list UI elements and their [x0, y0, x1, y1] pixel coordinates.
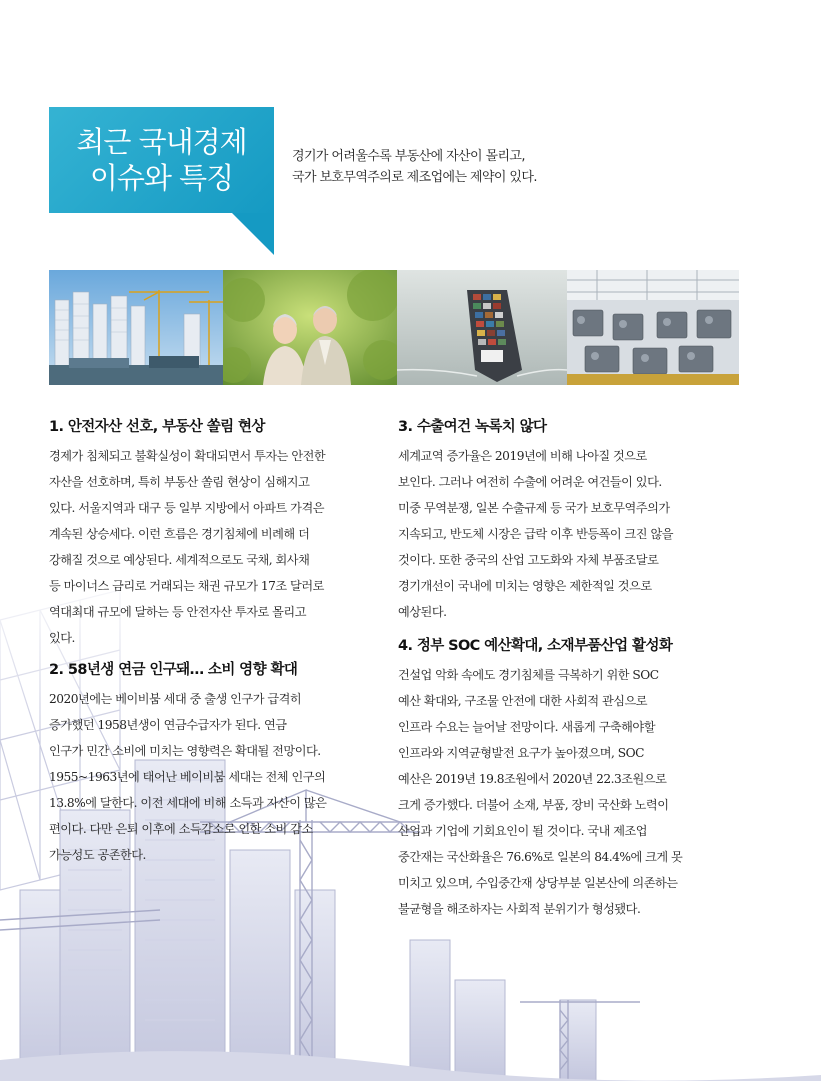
photo-strip	[49, 270, 739, 385]
article-text-line: 예상된다.	[398, 605, 447, 619]
article-text-line: 있다.	[49, 631, 75, 645]
article-text-line: 중간재는 국산화율은 76.6%로 일본의 84.4%에 크게 못	[398, 850, 683, 864]
article-text-line: 인프라와 지역균형발전 요구가 높아졌으며, SOC	[398, 746, 644, 760]
container-ship-photo	[397, 270, 567, 385]
article-text-line: 자산을 선호하며, 특히 부동산 쏠림 현상이 심해지고	[49, 475, 310, 489]
article-text-line: 미치고 있으며, 수입중간재 상당부분 일본산에 의존하는	[398, 876, 678, 890]
construction-apartments-photo	[49, 270, 223, 385]
article-text-line: 인구가 민간 소비에 미치는 영향력은 확대될 전망이다.	[49, 744, 321, 758]
subtitle-line-1: 경기가 어려울수록 부동산에 자산이 몰리고,	[292, 149, 525, 164]
article-text-line: 경기개선이 국내에 미치는 영향은 제한적일 것으로	[398, 579, 652, 593]
article-text-line: 미중 무역분쟁, 일본 수출규제 등 국가 보호무역주의가	[398, 501, 670, 515]
article-text-line: 크게 증가했다. 더불어 소재, 부품, 장비 국산화 노력이	[398, 798, 669, 812]
section-title-line-2: 이슈와 특징	[89, 161, 234, 195]
article-soc-budget	[398, 636, 748, 922]
article-pension-population	[49, 660, 379, 868]
article-text-line: 역대최대 규모에 달하는 등 안전자산 투자로 몰리고	[49, 605, 306, 619]
article-heading: 3. 수출여건 녹록치 않다	[398, 419, 547, 435]
article-text-line: 계속된 상승세다. 이런 흐름은 경기침체에 비례해 더	[49, 527, 310, 541]
article-safe-assets	[49, 417, 379, 651]
article-heading: 4. 정부 SOC 예산확대, 소재부품산업 활성화	[398, 638, 673, 654]
article-text-line: 편이다. 다만 은퇴 이후에 소득감소로 인한 소비 감소	[49, 822, 313, 836]
article-text-line: 1955~1963년에 태어난 베이비붐 세대는 전체 인구의	[49, 770, 326, 784]
article-text-line: 불균형을 해조하자는 사회적 분위기가 형성됐다.	[398, 902, 641, 916]
article-export-conditions	[398, 417, 748, 625]
article-text-line: 2020년에는 베이비붐 세대 중 출생 인구가 급격히	[49, 692, 302, 706]
article-text-line: 인프라 수요는 늘어날 전망이다. 새롭게 구축해야할	[398, 720, 655, 734]
article-heading: 2. 58년생 연금 인구돼… 소비 영향 확대	[49, 662, 298, 678]
article-text-line: 예산 확대와, 구조물 안전에 대한 사회적 관심으로	[398, 694, 648, 708]
subtitle-line-2: 국가 보호무역주의로 제조업에는 제약이 있다.	[292, 170, 537, 185]
article-text-line: 등 마이너스 금리로 거래되는 채권 규모가 17조 달러로	[49, 579, 324, 593]
article-text-line: 강해질 것으로 예상된다. 세계적으로도 국채, 회사채	[49, 553, 310, 567]
article-text-line: 건설업 악화 속에도 경기침체를 극복하기 위한 SOC	[398, 668, 659, 682]
article-text-line: 지속되고, 반도체 시장은 급락 이후 반등폭이 크진 않을	[398, 527, 674, 541]
article-text-line: 13.8%에 달한다. 이전 세대에 비해 소득과 자산이 많은	[49, 796, 327, 810]
title-pointer-triangle	[232, 213, 274, 255]
article-text-line: 경제가 침체되고 불확실성이 확대되면서 투자는 안전한	[49, 449, 326, 463]
section-subtitle	[292, 146, 592, 188]
article-heading: 1. 안전자산 선호, 부동산 쏠림 현상	[49, 419, 265, 435]
article-text-line: 있다. 서울지역과 대구 등 일부 지방에서 아파트 가격은	[49, 501, 325, 515]
article-text-line: 가능성도 공존한다.	[49, 848, 146, 862]
article-text-line: 것이다. 또한 중국의 산업 고도화와 자체 부품조달로	[398, 553, 659, 567]
factory-engines-photo	[567, 270, 739, 385]
article-text-line: 증가했던 1958년생이 연금수급자가 된다. 연금	[49, 718, 287, 732]
article-text-line: 세계교역 증가율은 2019년에 비해 나아질 것으로	[398, 449, 647, 463]
section-title-line-1: 최근 국내경제	[76, 125, 247, 159]
senior-couple-photo	[223, 270, 397, 385]
article-text-line: 보인다. 그러나 여전히 수출에 어려운 여건들이 있다.	[398, 475, 662, 489]
section-title-box	[49, 107, 274, 213]
article-text-line: 예산은 2019년 19.8조원에서 2020년 22.3조원으로	[398, 772, 667, 786]
article-text-line: 산업과 기업에 기회요인이 될 것이다. 국내 제조업	[398, 824, 648, 838]
